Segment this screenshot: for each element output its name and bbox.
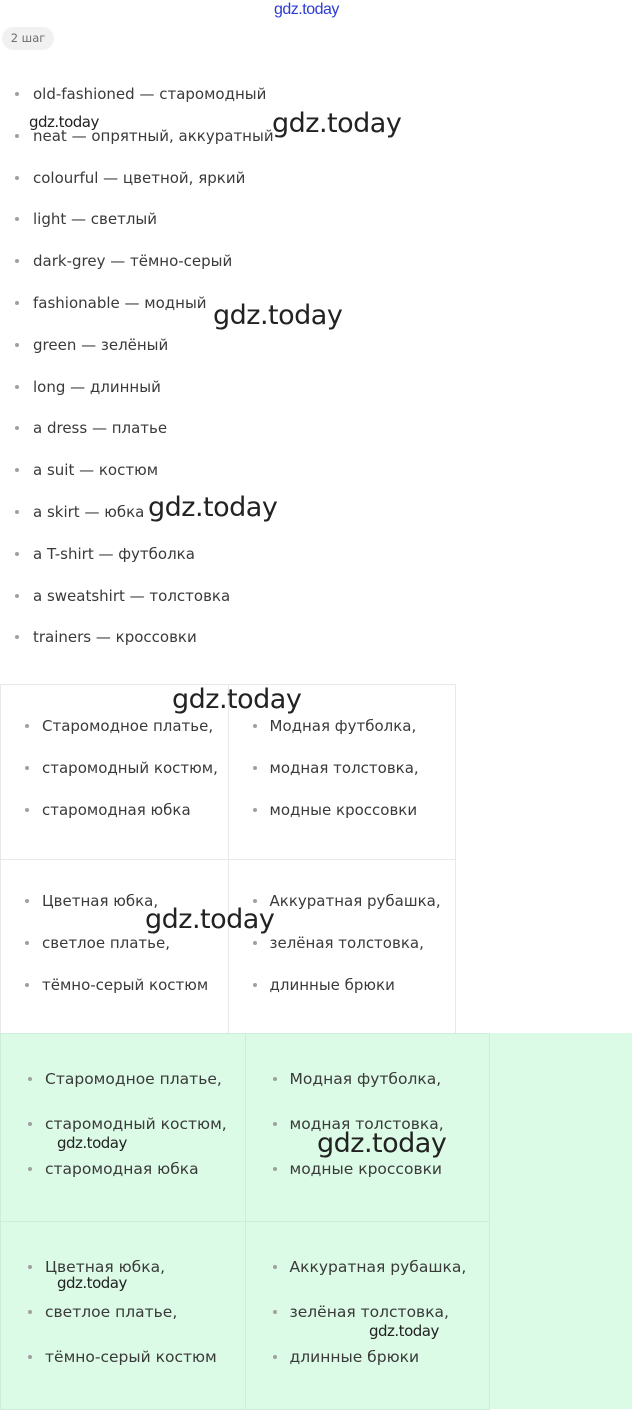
bullet-icon [273, 1310, 277, 1314]
list-item-text: a T-shirt — футболка [33, 544, 195, 563]
list-item-text: модная толстовка, [269, 759, 419, 777]
list-item-text: fashionable — модный [33, 293, 207, 312]
bullet-icon [15, 385, 19, 389]
list-item [1, 1335, 245, 1380]
table-cell [245, 1222, 490, 1410]
list-item-text: trainers — кроссовки [33, 628, 197, 647]
list-item [1, 1290, 245, 1335]
table-cell [1, 860, 229, 1035]
list-item-text: Модная футболка, [269, 717, 417, 735]
watermark: gdz.today [369, 1322, 439, 1340]
list-item-text: тёмно-серый костюм [45, 1348, 217, 1366]
bullet-icon [15, 552, 19, 556]
list-item [0, 449, 600, 491]
watermark: gdz.today [148, 492, 278, 523]
bullet-icon [15, 92, 19, 96]
watermark: gdz.today [57, 1134, 127, 1152]
bullet-icon [28, 1265, 32, 1269]
bullet-icon [25, 766, 29, 770]
bullet-icon [15, 217, 19, 221]
list-item-text: a sweatshirt — толстовка [33, 586, 231, 605]
watermark: gdz.today [145, 904, 275, 935]
watermark: gdz.today [213, 300, 343, 331]
bullet-icon [15, 468, 19, 472]
answer-table [0, 1033, 490, 1410]
list-item [0, 157, 600, 199]
watermark: gdz.today [172, 684, 302, 715]
phrases-table [0, 684, 456, 1035]
list-item [0, 491, 600, 533]
list-item [229, 964, 456, 1006]
list-item-text: dark-grey — тёмно-серый [33, 252, 233, 271]
bullet-icon [253, 808, 257, 812]
bullet-icon [15, 301, 19, 305]
list-item [246, 1290, 490, 1335]
bullet-icon [253, 724, 257, 728]
list-item-text: green — зелёный [33, 335, 169, 354]
bullet-icon [15, 635, 19, 639]
list-item-text: light — светлый [33, 210, 158, 229]
watermark: gdz.today [272, 108, 402, 139]
list-item-text: зелёная толстовка, [289, 1303, 449, 1321]
list-item [0, 198, 600, 240]
table-cell [1, 1034, 246, 1222]
list-item [229, 747, 456, 789]
list-item-text: neat — опрятный, аккуратный [33, 126, 274, 145]
list-item [1, 747, 228, 789]
list-item-text: a dress — платье [33, 419, 168, 438]
bullet-icon [28, 1077, 32, 1081]
list-item [0, 616, 600, 658]
vocabulary-list [0, 73, 600, 658]
highlight-background [490, 1033, 632, 1409]
list-item-text: длинные брюки [289, 1348, 420, 1366]
bullet-icon [273, 1355, 277, 1359]
bullet-icon [15, 176, 19, 180]
list-item-text: long — длинный [33, 377, 161, 396]
bullet-icon [25, 899, 29, 903]
table-cell [1, 1222, 246, 1410]
list-item-text: длинные брюки [269, 976, 395, 994]
bullet-icon [273, 1167, 277, 1171]
list-item-text: светлое платье, [45, 1303, 178, 1321]
watermark: gdz.today [57, 1274, 127, 1292]
list-item [0, 575, 600, 617]
step-badge: 2 шаг [2, 27, 54, 50]
list-item-text: Аккуратная рубашка, [269, 892, 441, 910]
bullet-icon [15, 134, 19, 138]
list-item [1, 964, 228, 1006]
site-logo[interactable]: gdz.today [274, 1, 339, 18]
list-item [246, 1057, 490, 1102]
bullet-icon [273, 1122, 277, 1126]
watermark: gdz.today [317, 1128, 447, 1159]
list-item [0, 407, 600, 449]
list-item-text: Старомодное платье, [42, 717, 214, 735]
bullet-icon [25, 983, 29, 987]
list-item-text: старомодная юбка [42, 801, 191, 819]
list-item-text: светлое платье, [42, 934, 170, 952]
list-item-text: Модная футболка, [289, 1070, 442, 1088]
list-item-text: модная толстовка, [289, 1115, 444, 1133]
bullet-icon [273, 1265, 277, 1269]
bullet-icon [28, 1167, 32, 1171]
list-item-text: Цветная юбка, [42, 892, 159, 910]
bullet-icon [15, 594, 19, 598]
list-item-text: Аккуратная рубашка, [289, 1258, 467, 1276]
bullet-icon [15, 426, 19, 430]
list-item [0, 366, 600, 408]
list-item [229, 789, 456, 831]
list-item-text: Цветная юбка, [45, 1258, 166, 1276]
watermark: gdz.today [29, 113, 99, 131]
list-item-text: Старомодное платье, [45, 1070, 222, 1088]
list-item [0, 533, 600, 575]
list-item-text: a suit — костюм [33, 461, 159, 480]
list-item-text: старомодный костюм, [42, 759, 218, 777]
bullet-icon [253, 899, 257, 903]
bullet-icon [253, 983, 257, 987]
bullet-icon [15, 343, 19, 347]
list-item-text: a skirt — юбка [33, 502, 145, 521]
bullet-icon [253, 941, 257, 945]
list-item-text: colourful — цветной, яркий [33, 168, 246, 187]
list-item [246, 1335, 490, 1380]
list-item-text: зелёная толстовка, [269, 934, 424, 952]
list-item-text: модные кроссовки [289, 1160, 443, 1178]
list-item [0, 240, 600, 282]
list-item [1, 789, 228, 831]
table-cell [228, 860, 456, 1035]
list-item-text: старомодная юбка [45, 1160, 199, 1178]
bullet-icon [25, 941, 29, 945]
bullet-icon [15, 510, 19, 514]
list-item-text: старомодный костюм, [45, 1115, 227, 1133]
bullet-icon [28, 1355, 32, 1359]
bullet-icon [28, 1310, 32, 1314]
bullet-icon [28, 1122, 32, 1126]
bullet-icon [15, 259, 19, 263]
list-item [246, 1245, 490, 1290]
bullet-icon [273, 1077, 277, 1081]
bullet-icon [25, 808, 29, 812]
bullet-icon [25, 724, 29, 728]
list-item-text: модные кроссовки [269, 801, 418, 819]
list-item-text: тёмно-серый костюм [42, 976, 209, 994]
bullet-icon [253, 766, 257, 770]
list-item [1, 1057, 245, 1102]
list-item [1, 1147, 245, 1192]
list-item-text: old-fashioned — старомодный [33, 85, 267, 103]
